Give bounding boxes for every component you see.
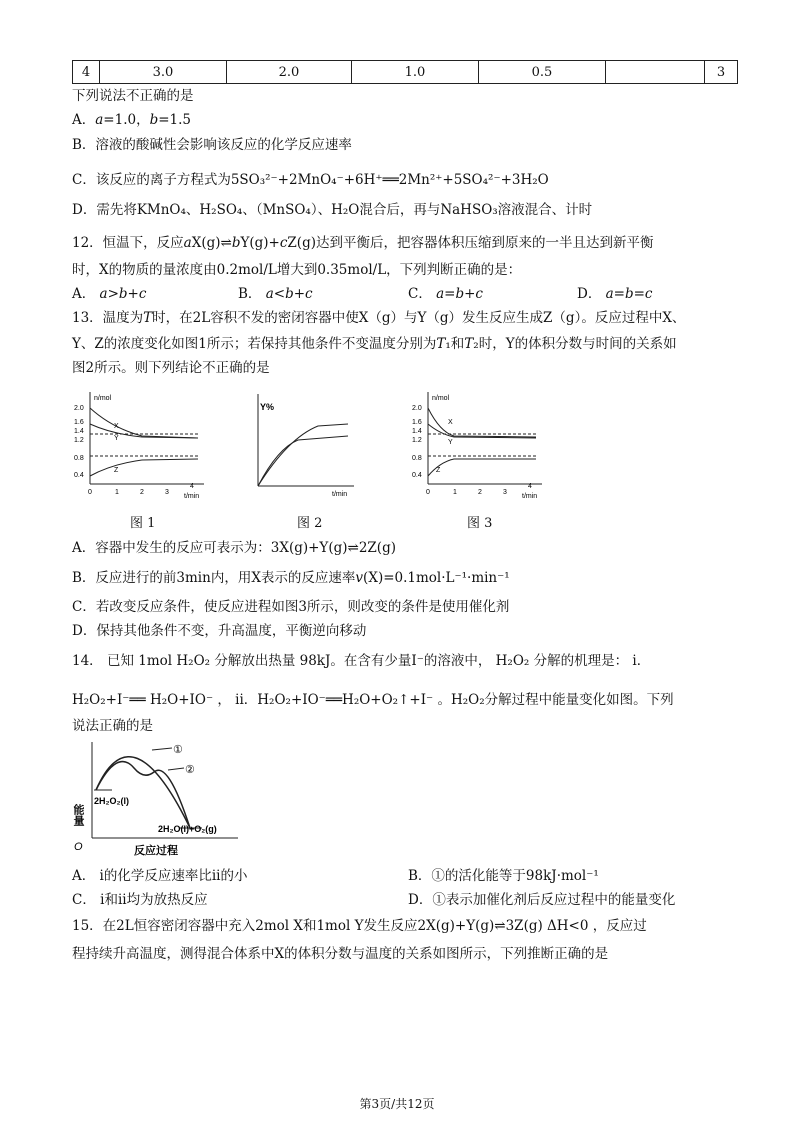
- ytick: 0.8: [74, 455, 84, 462]
- ytick: 2.0: [412, 405, 422, 412]
- fig3-ylabel: n/mol: [432, 395, 450, 402]
- table-cell: [606, 61, 705, 84]
- fig1-xlabel: t/min: [184, 493, 200, 500]
- q14-stem-1: 14． 已知 1mol H₂O₂ 分解放出热量 98kJ。在含有少量I⁻的溶液中， H₂O₂ 分解的机理是： i．: [72, 653, 651, 669]
- ytick: 1.4: [412, 428, 422, 435]
- xtick: 3: [503, 489, 507, 496]
- xtick: 4: [528, 483, 532, 490]
- energy-diagram: [72, 738, 242, 858]
- q14-stem-2: H₂O₂+I⁻══ H₂O+IO⁻ ， ii．H₂O₂+IO⁻══H₂O+O₂↑+I⁻ 。H₂O₂分解过程中能量变化如图。下列: [72, 692, 674, 708]
- q14-option-a: A． i的化学反应速率比ii的小: [72, 868, 248, 884]
- figure-2: [248, 388, 360, 503]
- q12-option-c: C． 𝑎=𝑏+𝑐: [408, 286, 483, 302]
- curve-t1: [258, 436, 348, 486]
- q14-option-d: D．①表示加催化剂后反应过程中的能量变化: [408, 892, 676, 908]
- q12-option-d: D． 𝑎=𝑏=𝑐: [577, 286, 653, 302]
- table-cell: 3.0: [100, 61, 227, 84]
- fig3-xlabel: t/min: [522, 493, 538, 500]
- q15-stem-1: 15．在2L恒容密闭容器中充入2mol X和1mol Y发生反应2X(g)+Y(g)⇌3Z(g) ΔH<0 ，反应过: [72, 918, 647, 934]
- table-cell: 2.0: [227, 61, 352, 84]
- q13-stem-2: Y、Z的浓度变化如图1所示；若保持其他条件不变温度分别为𝑇₁和𝑇₂时，Y的体积分数与时间的关系如: [72, 336, 677, 352]
- q15-stem-2: 程持续升高温度，测得混合体系中X的体积分数与温度的关系如图所示，下列推断正确的是: [72, 946, 609, 962]
- label-z: Z: [114, 467, 119, 474]
- ytick: 1.6: [412, 419, 422, 426]
- reactant-label: 2H₂O₂(l): [94, 796, 129, 806]
- q13-stem-1: 13．温度为𝑇时，在2L容积不发的密闭容器中使X（g）与Y（g）发生反应生成Z（g）。反应过程中X、: [72, 310, 686, 326]
- xtick: 2: [478, 489, 482, 496]
- table-cell: 1.0: [352, 61, 479, 84]
- curve-1-label: ①: [173, 744, 183, 756]
- q11-option-a: A．𝑎=1.0，𝑏=1.5: [72, 112, 192, 128]
- q13-option-c: C．若改变反应条件，使反应进程如图3所示，则改变的条件是使用催化剂: [72, 599, 510, 615]
- table-cell: 3: [705, 61, 738, 84]
- xtick: 0: [88, 489, 92, 496]
- fig2-xlabel: t/min: [332, 491, 348, 498]
- q12-stem-2: 时，X的物质的量浓度由0.2mol/L增大到0.35mol/L，下列判断正确的是：: [72, 262, 522, 278]
- xtick: 4: [190, 483, 194, 490]
- ytick: 0.8: [412, 455, 422, 462]
- curve-z: [90, 459, 198, 476]
- xtick: 1: [115, 489, 119, 496]
- q14-option-b: B．①的活化能等于98kJ·mol⁻¹: [408, 868, 599, 884]
- origin-label: O: [74, 841, 83, 853]
- label-x: X: [114, 423, 119, 430]
- curve-x: [428, 408, 536, 437]
- ytick: 1.2: [412, 437, 422, 444]
- q12-option-a: A． 𝑎>𝑏+𝑐: [72, 286, 147, 302]
- q14-stem-3: 说法正确的是: [72, 718, 153, 734]
- figure-1: [72, 388, 212, 503]
- q11-option-d: D．需先将KMnO₄、H₂SO₄、（MnSO₄）、H₂O混合后，再与NaHSO₃溶液混合、计时: [72, 202, 593, 218]
- ytick: 1.4: [74, 428, 84, 435]
- xtick: 3: [165, 489, 169, 496]
- fig3-caption: 图 3: [467, 516, 493, 531]
- curve-t2: [258, 424, 348, 486]
- q11-option-b: B．溶液的酸碱性会影响该反应的化学反应速率: [72, 137, 352, 153]
- figure-3: [410, 388, 550, 503]
- q14-option-c: C． i和ii均为放热反应: [72, 892, 208, 908]
- q13-option-a: A．容器中发生的反应可表示为：3X(g)+Y(g)⇌2Z(g): [72, 540, 396, 556]
- q12-stem-1: 12．恒温下，反应𝑎X(g)⇌𝑏Y(g)+𝑐Z(g)达到平衡后，把容器体积压缩到原来的一半且达到新平衡: [72, 235, 654, 251]
- page-footer: 第3页/共12页: [359, 1097, 435, 1111]
- ytick: 0.4: [74, 472, 84, 479]
- fig2-ylabel: Y%: [260, 402, 275, 412]
- fig1-ylabel: n/mol: [94, 395, 112, 402]
- energy-ylabel: 能量: [72, 804, 84, 826]
- xtick: 2: [140, 489, 144, 496]
- ytick: 1.6: [74, 419, 84, 426]
- label-x: X: [448, 419, 453, 426]
- curve-z: [428, 459, 536, 476]
- ytick: 0.4: [412, 472, 422, 479]
- table-cell: 4: [73, 61, 100, 84]
- ytick: 1.2: [74, 437, 84, 444]
- label-y: Y: [448, 439, 453, 446]
- q13-option-b: B．反应进行的前3min内，用X表示的反应速率𝑣(X)=0.1mol·L⁻¹·min⁻¹: [72, 570, 510, 586]
- curve-2-label: ②: [185, 764, 195, 776]
- q13-stem-3: 图2所示。则下列结论不正确的是: [72, 360, 270, 376]
- ytick: 2.0: [74, 405, 84, 412]
- label-z: Z: [436, 467, 441, 474]
- data-table-row: [72, 60, 738, 84]
- table-cell: 0.5: [479, 61, 606, 84]
- xtick: 0: [426, 489, 430, 496]
- q12-option-b: B． 𝑎<𝑏+𝑐: [238, 286, 313, 302]
- fig1-caption: 图 1: [130, 516, 156, 531]
- energy-xlabel: 反应过程: [134, 845, 178, 857]
- label-y: Y: [114, 435, 119, 442]
- curve-2: [96, 762, 190, 828]
- q11-option-c: C．该反应的离子方程式为5SO₃²⁻+2MnO₄⁻+6H⁺══2Mn²⁺+5SO₄²⁻+3H₂O: [72, 172, 549, 188]
- xtick: 1: [453, 489, 457, 496]
- q11-stem: 下列说法不正确的是: [72, 88, 194, 104]
- fig2-caption: 图 2: [297, 516, 323, 531]
- product-label: 2H₂O(l)+O₂(g): [158, 824, 217, 834]
- q13-option-d: D．保持其他条件不变，升高温度，平衡逆向移动: [72, 623, 367, 639]
